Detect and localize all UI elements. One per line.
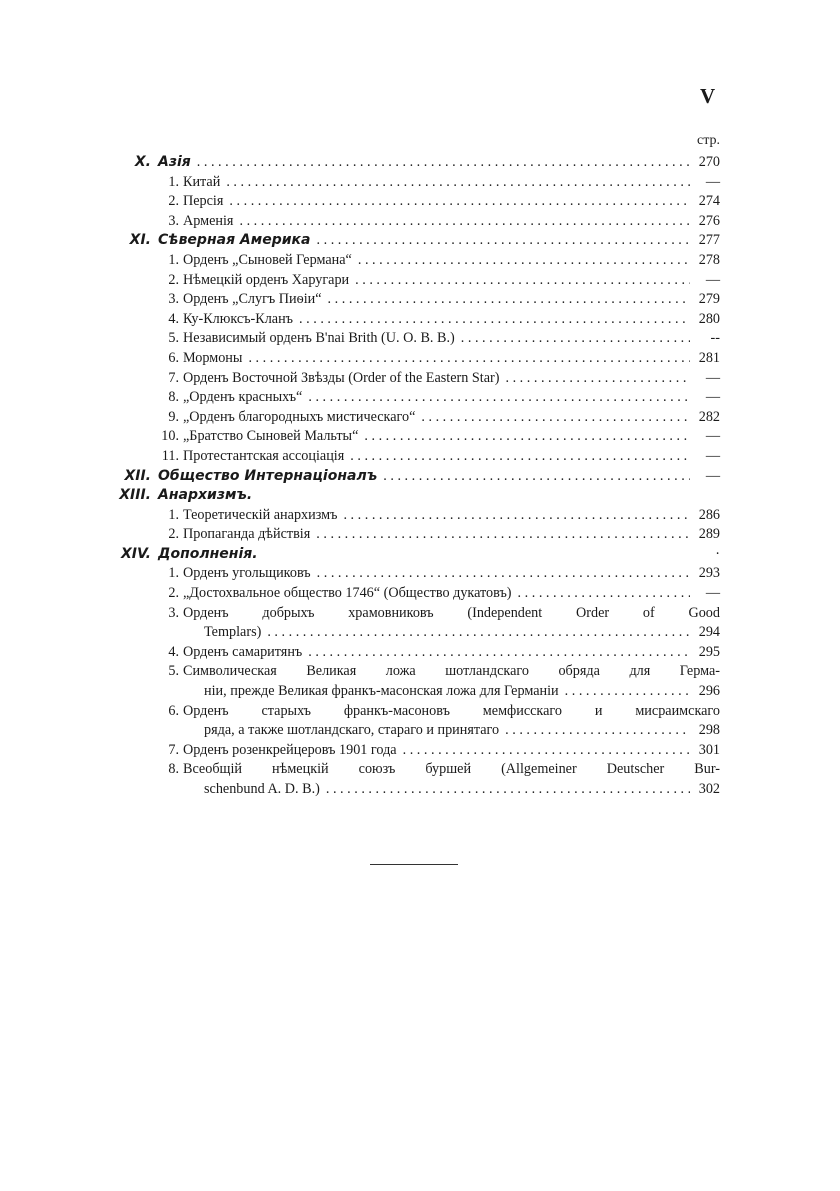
entry-title: Символическая Великая ложа шотландскаго обряда для Герма- [183,663,720,680]
entry-number: 6. [168,349,179,366]
section-title: Анархизмъ. [158,487,253,504]
entry-number: 7. [168,741,179,758]
page-number: V [700,84,717,108]
toc-section-row[interactable] [110,545,720,565]
toc-section-row[interactable] [110,153,720,173]
toc-entry-row[interactable] [110,564,720,584]
section-number: XI. [129,232,151,249]
entry-title: Независимый орденъ B'nai Brith (U. O. B. B.) [183,330,455,347]
dot-leader [499,369,690,389]
dot-leader [337,506,690,526]
page-ref: 276 [698,212,720,229]
page-ref: 295 [698,643,720,660]
page-ref: -- [710,330,720,347]
toc-section-row[interactable] [110,486,720,506]
toc-entry-row[interactable] [110,604,720,624]
page-ref: 281 [698,349,720,366]
section-title: Общество Интернаціоналъ [158,467,378,484]
page-ref: 270 [698,154,720,170]
page-ref: — [705,585,720,602]
entry-number: 1. [168,565,179,582]
dot-leader [344,447,690,467]
dot-leader [349,271,690,291]
page-ref: 289 [698,526,720,543]
section-number: X. [134,154,151,170]
dot-leader [311,564,690,584]
entry-title: Орденъ „Слугъ Пиѳіи“ [183,291,322,308]
toc-entry-row[interactable] [110,388,720,408]
toc-entry-row[interactable] [110,760,720,780]
page-ref: 294 [698,624,720,641]
entry-number: 3. [168,212,179,229]
dot-leader [310,525,690,545]
toc-entry-continuation[interactable] [110,721,720,741]
toc-entry-row[interactable] [110,271,720,291]
entry-number: 6. [168,702,179,719]
entry-title: Орденъ самаритянъ [183,643,303,660]
dot-leader [311,231,691,251]
entry-title: Теоретическій анархизмъ [183,506,338,523]
page-ref: — [705,428,720,445]
dot-leader [261,623,690,643]
page-ref: — [705,369,720,386]
entry-title: Китай [183,173,221,190]
entry-title: Нѣмецкій орденъ Харугари [183,271,350,288]
entry-number: 2. [168,271,179,288]
dot-leader [191,153,690,173]
entry-title: Пропаганда дѣйствія [183,526,311,543]
toc-entry-row[interactable] [110,447,720,467]
page-ref: · [715,545,720,562]
entry-number: 1. [168,506,179,523]
entry-title-continuation: ряда, а также шотландскаго, стараго и принятаго [204,722,500,739]
entry-title: Орденъ „Сыновей Германа“ [183,251,352,268]
page-ref: 286 [698,506,720,523]
page-ref: 282 [698,408,720,425]
page-ref: 277 [698,232,720,249]
toc-entry-row[interactable] [110,290,720,310]
toc-entry-row[interactable] [110,584,720,604]
toc-entry-row[interactable] [110,506,720,526]
page-ref: — [705,467,720,484]
entry-number: 2. [168,585,179,602]
page-ref: 274 [698,193,720,210]
entry-number: 7. [168,369,179,386]
page-ref: — [705,173,720,190]
dot-leader [377,467,690,487]
entry-number: 1. [168,251,179,268]
entry-number: 3. [168,604,179,621]
entry-title: „Орденъ красныхъ“ [183,389,303,406]
page-ref: 296 [698,683,720,700]
toc-entry-row[interactable] [110,173,720,193]
entry-number: 4. [168,310,179,327]
dot-leader [220,173,690,193]
dot-leader [302,643,690,663]
dot-leader [512,584,690,604]
dot-leader [320,780,690,800]
entry-title: Арменія [183,212,234,229]
dot-leader [322,290,690,310]
entry-number: 4. [168,643,179,660]
toc-entry-row[interactable] [110,212,720,232]
end-rule [370,864,458,865]
toc-entry-continuation[interactable] [110,623,720,643]
entry-title: Орденъ старыхъ франкъ-масоновъ мемфисскаго и мисраимскаго [183,702,720,719]
page-ref: 280 [698,310,720,327]
column-header [110,133,720,153]
dot-leader [397,741,690,761]
section-title: Дополненія. [158,545,258,562]
toc-entry-row[interactable] [110,408,720,428]
section-title: Азія [158,154,191,170]
section-number: XIII. [119,487,151,504]
entry-title: Орденъ Восточной Звѣзды (Order of the Eastern Star) [183,369,500,386]
dot-leader [352,251,690,271]
entry-title-continuation: Templars) [204,624,262,641]
entry-title: Мормоны [183,349,243,366]
entry-title: „Достохвальное общество 1746“ (Общество дукатовъ) [183,585,512,602]
toc-entry-row[interactable] [110,192,720,212]
toc-entry-row[interactable] [110,329,720,349]
toc-entry-row[interactable] [110,741,720,761]
dot-leader [559,682,690,702]
entry-number: 8. [168,761,179,778]
page-ref: 301 [698,741,720,758]
toc-entry-row[interactable] [110,251,720,271]
entry-title-continuation: ніи, прежде Великая франкъ-масонская ложа для Германіи [204,683,559,700]
dot-leader [302,388,690,408]
entry-title-continuation: schenbund A. D. B.) [204,781,320,797]
toc-section-row[interactable] [110,467,720,487]
dot-leader [499,721,690,741]
entry-number: 9. [168,408,179,425]
toc-section-row[interactable] [110,231,720,251]
entry-number: 11. [161,447,179,464]
entry-title: Орденъ угольщиковъ [183,565,311,582]
entry-number: 1. [168,173,179,190]
table-of-contents [110,133,720,800]
entry-title: Протестантская ассоціація [183,447,345,464]
toc-entry-row[interactable] [110,643,720,663]
page-ref: 293 [698,565,720,582]
entry-number: 2. [168,526,179,543]
entry-number: 10. [161,428,179,445]
toc-entry-row[interactable] [110,662,720,682]
entry-title: Персія [183,193,224,210]
entry-number: 2. [168,193,179,210]
entry-number: 8. [168,389,179,406]
toc-entry-continuation[interactable] [110,682,720,702]
entry-number: 5. [168,330,179,347]
page-ref: — [705,271,720,288]
dot-leader [242,349,690,369]
toc-entry-row[interactable] [110,702,720,722]
toc-entry-row[interactable] [110,349,720,369]
entry-number: 3. [168,291,179,308]
entry-number: 5. [168,663,179,680]
page-ref: — [705,389,720,406]
page-ref: — [705,447,720,464]
entry-title: Орденъ розенкрейцеровъ 1901 года [183,741,397,758]
section-number: XIV. [121,545,151,562]
page-column-label: стр. [696,133,720,148]
toc-entry-continuation[interactable] [110,780,720,800]
page-ref: 278 [698,251,720,268]
section-title: Сѣверная Америка [158,232,311,249]
toc-entry-row[interactable] [110,369,720,389]
dot-leader [358,427,690,447]
entry-title: „Орденъ благородныхъ мистическаго“ [183,408,416,425]
toc-entry-row[interactable] [110,525,720,545]
dot-leader [233,212,690,232]
dot-leader [455,329,690,349]
entry-title: Ку-Клюксъ-Кланъ [183,310,294,327]
toc-entry-row[interactable] [110,310,720,330]
dot-leader [415,408,690,428]
section-number: XII. [124,467,151,484]
dot-leader [293,310,690,330]
page-ref: 279 [698,291,720,308]
page-ref: 302 [698,781,720,797]
page-ref: 298 [698,722,720,739]
entry-title: Орденъ добрыхъ храмовниковъ (Independent Order of Good [183,604,720,621]
entry-title: Всеобщій нѣмецкій союзъ буршей (Allgemeiner Deutscher Bur- [183,761,720,778]
toc-entry-row[interactable] [110,427,720,447]
entry-title: „Братство Сыновей Мальты“ [183,428,359,445]
dot-leader [223,192,690,212]
